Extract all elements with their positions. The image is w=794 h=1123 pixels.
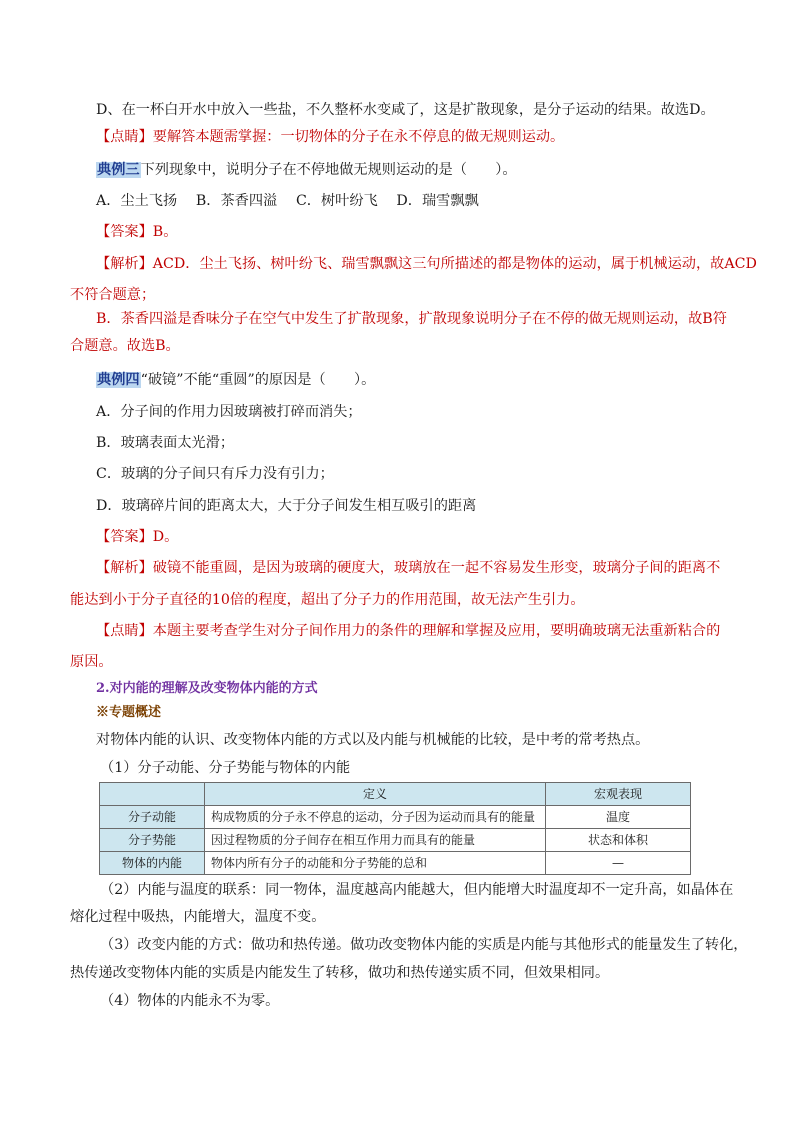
answer-3	[96, 222, 724, 242]
analysis-3-line-4: 合题意。故选B。	[70, 338, 180, 354]
table-row	[100, 852, 691, 875]
table-header-definition: 定义	[205, 783, 546, 806]
overview-text: 对物体内能的认识、改变物体内能的方式以及内能与机械能的比较，是中考的常考热点。	[96, 732, 650, 748]
answer-4	[96, 527, 724, 547]
item-4: （4）物体的内能永不为零。	[100, 993, 280, 1009]
dianjing-tag: 【点睛】	[96, 129, 153, 145]
answer-4-tag: 【答案】	[96, 529, 153, 545]
dianjing-4-text-1: 本题主要考查学生对分子间作用力的条件的理解和掌握及应用，要明确玻璃无法重新粘合的	[152, 623, 721, 639]
answer-tag: 【答案】	[96, 224, 153, 240]
row-macro: 温度	[546, 806, 691, 829]
section-2-title: 2.对内能的理解及改变物体内能的方式	[96, 681, 318, 696]
item-1-heading: （1）分子动能、分子势能与物体的内能	[100, 760, 351, 776]
example-4-tag: 典例四	[97, 372, 140, 388]
row-name: 分子势能	[100, 829, 205, 852]
answer-text: B。	[152, 224, 178, 240]
row-macro: 状态和体积	[546, 829, 691, 852]
row-name: 物体的内能	[100, 852, 205, 875]
answer-4-text: D。	[152, 529, 179, 545]
analysis-3-line-3: B．茶香四溢是香味分子在空气中发生了扩散现象，扩散现象说明分子在不停的做无规则运动，故B符	[96, 311, 727, 327]
table-header-corner	[100, 783, 205, 806]
dianjing-4-line-1	[96, 621, 724, 641]
dianjing-note-1	[96, 127, 724, 147]
energy-table	[99, 782, 691, 875]
table-header-row	[100, 783, 691, 806]
example-4-question	[96, 370, 724, 390]
example-4-option-d: D．玻璃碎片间的距离太大，大于分子间发生相互吸引的距离	[96, 498, 477, 514]
analysis-4-text-1: 破镜不能重圆，是因为玻璃的硬度大，玻璃放在一起不容易发生形变，玻璃分子间的距离不	[152, 560, 721, 576]
example-4-option-c: C．玻璃的分子间只有斥力没有引力；	[96, 466, 334, 482]
analysis-4-line-1	[96, 558, 724, 578]
row-definition: 因过程物质的分子间存在相互作用力而具有的能量	[205, 829, 546, 852]
item-2-line-2: 熔化过程中吸热，内能增大，温度不变。	[70, 909, 326, 925]
example-3-tag: 典例三	[97, 162, 140, 178]
row-macro: —	[546, 852, 691, 875]
table-header-macro: 宏观表现	[546, 783, 691, 806]
item-2-line-1: （2）内能与温度的联系：同一物体，温度越高内能越大，但内能增大时温度却不一定升高，如晶体在	[100, 882, 734, 898]
analysis-tag: 【解析】	[96, 256, 153, 272]
item-3-line-2: 热传递改变物体内能的实质是内能发生了转移，做功和热传递实质不同，但效果相同。	[70, 965, 610, 981]
analysis-3-line-1	[96, 254, 757, 274]
analysis-4-tag: 【解析】	[96, 560, 153, 576]
row-definition: 构成物质的分子永不停息的运动，分子因为运动而具有的能量	[205, 806, 546, 829]
example-4-option-a: A．分子间的作用力因玻璃被打碎而消失；	[96, 404, 362, 420]
example-3-question	[96, 160, 724, 180]
overview-title: ※专题概述	[96, 705, 162, 720]
option-d-explanation: D、在一杯白开水中放入一些盐，不久整杯水变咸了，这是扩散现象，是分子运动的结果。故选D。	[96, 102, 715, 118]
table-row	[100, 829, 691, 852]
dianjing-4-tag: 【点睛】	[96, 623, 153, 639]
analysis-3-text-1: ACD．尘土飞扬、树叶纷飞、瑞雪飘飘这三句所描述的都是物体的运动，属于机械运动，故ACD	[152, 256, 757, 272]
analysis-3-line-2: 不符合题意；	[70, 287, 156, 303]
row-name: 分子动能	[100, 806, 205, 829]
dianjing-text: 要解答本题需掌握：一切物体的分子在永不停息的做无规则运动。	[152, 129, 565, 145]
dianjing-4-line-2: 原因。	[70, 654, 113, 670]
row-definition: 物体内所有分子的动能和分子势能的总和	[205, 852, 546, 875]
analysis-4-line-2: 能达到小于分子直径的10倍的程度，超出了分子力的作用范围，故无法产生引力。	[70, 592, 585, 608]
example-3-options: A．尘土飞扬 B．茶香四溢 C．树叶纷飞 D．瑞雪飘飘	[96, 193, 479, 209]
item-3-line-1: （3）改变内能的方式：做功和热传递。做功改变物体内能的实质是内能与其他形式的能量发生了转化，	[100, 937, 748, 953]
example-4-text: “破镜”不能“重圆”的原因是（ ）。	[140, 372, 376, 388]
example-4-option-b: B．玻璃表面太光滑；	[96, 435, 235, 451]
table-row	[100, 806, 691, 829]
example-3-text: 下列现象中，说明分子在不停地做无规则运动的是（ ）。	[140, 162, 517, 178]
